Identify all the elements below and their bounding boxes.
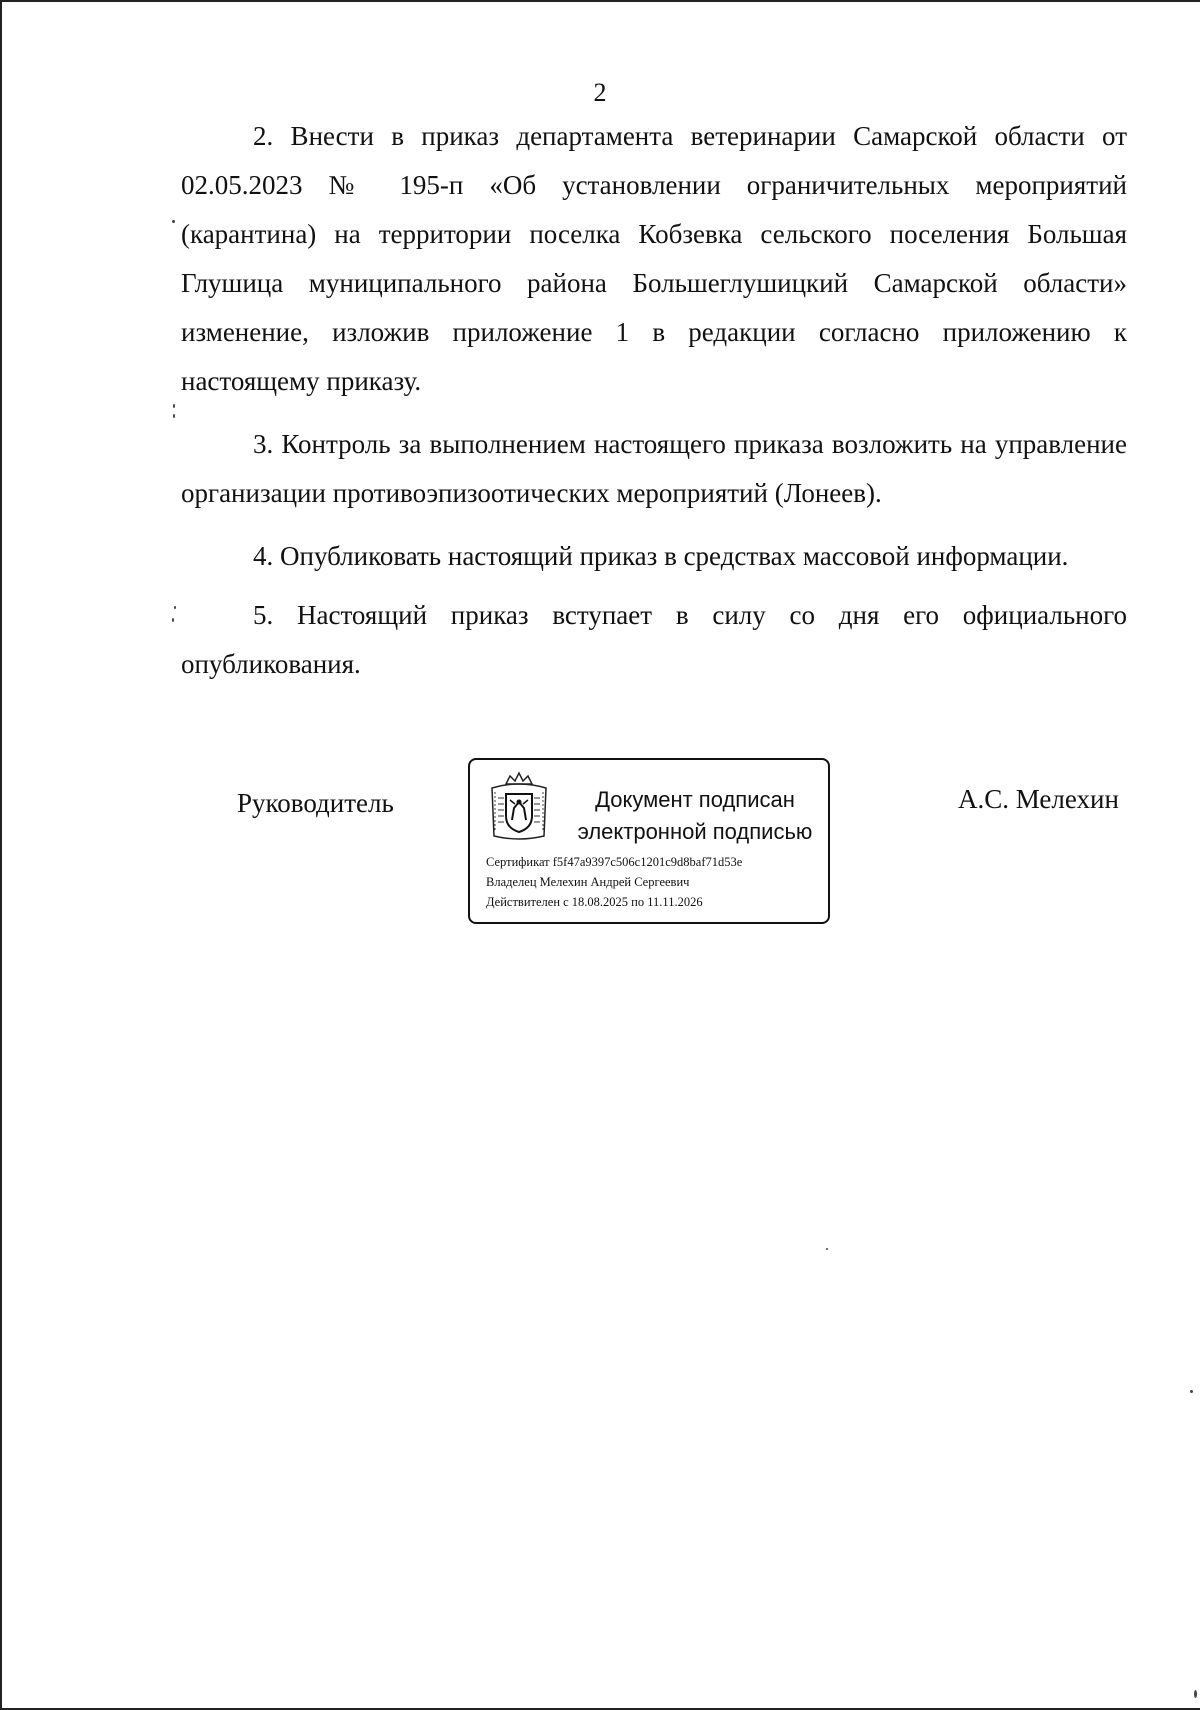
scan-speck bbox=[172, 618, 174, 622]
electronic-signature-stamp bbox=[468, 758, 830, 924]
order-body bbox=[181, 112, 1127, 703]
page-number: 2 bbox=[593, 78, 607, 107]
scan-speck bbox=[174, 606, 176, 609]
scan-speck bbox=[173, 404, 175, 408]
coat-of-arms-icon bbox=[486, 770, 552, 842]
stamp-title bbox=[570, 784, 820, 848]
stamp-certificate: Сертификат f5f47a9397c506c1201c9d8baf71d53e bbox=[486, 855, 743, 869]
paragraph-item-4: 4. Опубликовать настоящий приказ в средствах массовой информации. bbox=[253, 541, 1069, 571]
paragraph-item-3: 3. Контроль за выполнением настоящего приказа возложить на управление организации противоэпизоотических мероприятий (Лонеев). bbox=[181, 429, 1127, 508]
paragraph-item-5: 5. Настоящий приказ вступает в силу со дня его официального опубликования. bbox=[181, 600, 1127, 679]
stamp-owner: Владелец Мелехин Андрей Сергеевич bbox=[486, 875, 690, 889]
scan-speck bbox=[826, 1248, 828, 1250]
scan-speck bbox=[1194, 1690, 1197, 1698]
stamp-details bbox=[486, 852, 826, 912]
stamp-title-line-2: электронной подписью bbox=[577, 819, 813, 844]
signer-name: А.С. Мелехин bbox=[958, 784, 1119, 814]
scan-speck bbox=[1190, 1390, 1193, 1393]
scan-speck bbox=[173, 414, 175, 418]
signature-block bbox=[0, 758, 1200, 928]
paragraph-item-2: 2. Внести в приказ департамента ветеринарии Самарской области от 02.05.2023 № 195-п «Об установлении ограничительных мероприятий (карантина) на территории поселка Кобзевка сельского поселения Большая Глушица муниципального района Большеглушицкий Самарской области» изменение, изложив приложение 1 в редакции согласно приложению к настоящему приказу. bbox=[181, 121, 1127, 396]
signer-position: Руководитель bbox=[237, 788, 394, 818]
stamp-title-line-1: Документ подписан bbox=[595, 787, 795, 812]
stamp-validity: Действителен с 18.08.2025 по 11.11.2026 bbox=[486, 895, 703, 909]
scan-speck bbox=[172, 220, 175, 223]
